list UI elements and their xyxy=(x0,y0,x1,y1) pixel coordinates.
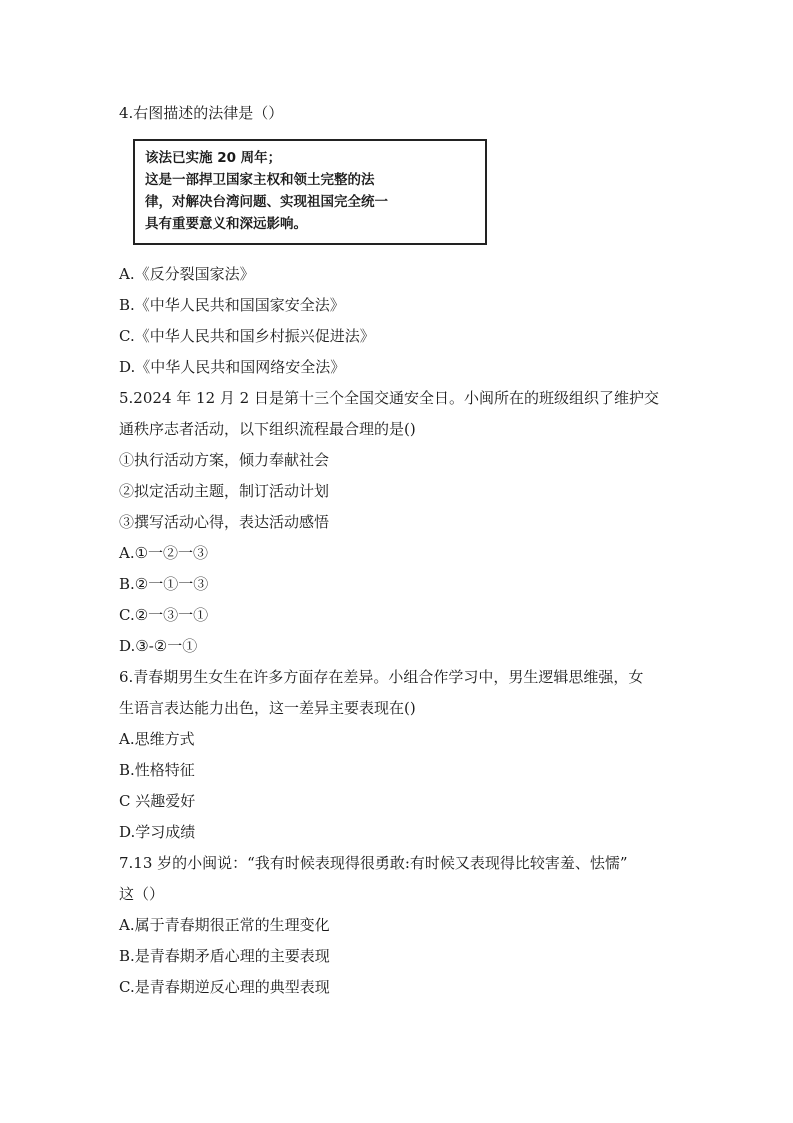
option-c: C.《中华人民共和国乡村振兴促进法》 xyxy=(119,327,375,345)
box-line: 这是一部捍卫国家主权和领土完整的法 xyxy=(145,172,375,188)
question-6 xyxy=(119,662,679,848)
question-7 xyxy=(119,848,679,1003)
option-c: C.②一③一① xyxy=(119,606,209,624)
question-list xyxy=(119,98,679,1003)
question-stem: 通秩序志者活动，以下组织流程最合理的是() xyxy=(119,420,416,438)
question-stem: 4.右图描述的法律是（） xyxy=(119,104,284,122)
step-item: ①执行活动方案，倾力奉献社会 xyxy=(119,451,330,469)
option-a: A.①一②一③ xyxy=(119,544,209,562)
law-description-box xyxy=(133,139,487,245)
question-stem: 6.青春期男生女生在许多方面存在差异。小组合作学习中，男生逻辑思维强，女 xyxy=(119,668,644,686)
option-c: C 兴趣爱好 xyxy=(119,792,196,810)
option-b: B.性格特征 xyxy=(119,761,195,779)
question-stem: 这（） xyxy=(119,885,165,903)
question-5 xyxy=(119,383,679,662)
question-stem: 5.2024 年 12 月 2 日是第十三个全国交通安全日。小闽所在的班级组织了维护交 xyxy=(119,389,659,407)
option-b: B.②一①一③ xyxy=(119,575,209,593)
option-d: D.《中华人民共和国网络安全法》 xyxy=(119,358,346,376)
box-line: 具有重要意义和深远影响。 xyxy=(145,216,307,232)
option-d: D.③-②一① xyxy=(119,637,198,655)
option-a: A.思维方式 xyxy=(119,730,195,748)
option-b: B.是青春期矛盾心理的主要表现 xyxy=(119,947,330,965)
option-a: A.《反分裂国家法》 xyxy=(119,265,255,283)
option-b: B.《中华人民共和国国家安全法》 xyxy=(119,296,345,314)
option-c: C.是青春期逆反心理的典型表现 xyxy=(119,978,330,996)
box-line: 律，对解决台湾问题、实现祖国完全统一 xyxy=(145,194,388,210)
question-stem: 生语言表达能力出色，这一差异主要表现在() xyxy=(119,699,416,717)
step-item: ②拟定活动主题，制订活动计划 xyxy=(119,482,330,500)
question-4 xyxy=(119,98,679,383)
question-stem: 7.13 岁的小闽说：“我有时候表现得很勇敢:有时候又表现得比较害羞、怯懦” xyxy=(119,854,628,872)
option-d: D.学习成绩 xyxy=(119,823,196,841)
step-item: ③撰写活动心得，表达活动感悟 xyxy=(119,513,330,531)
box-line: 该法已实施 20 周年； xyxy=(145,150,282,166)
option-a: A.属于青春期很正常的生理变化 xyxy=(119,916,330,934)
